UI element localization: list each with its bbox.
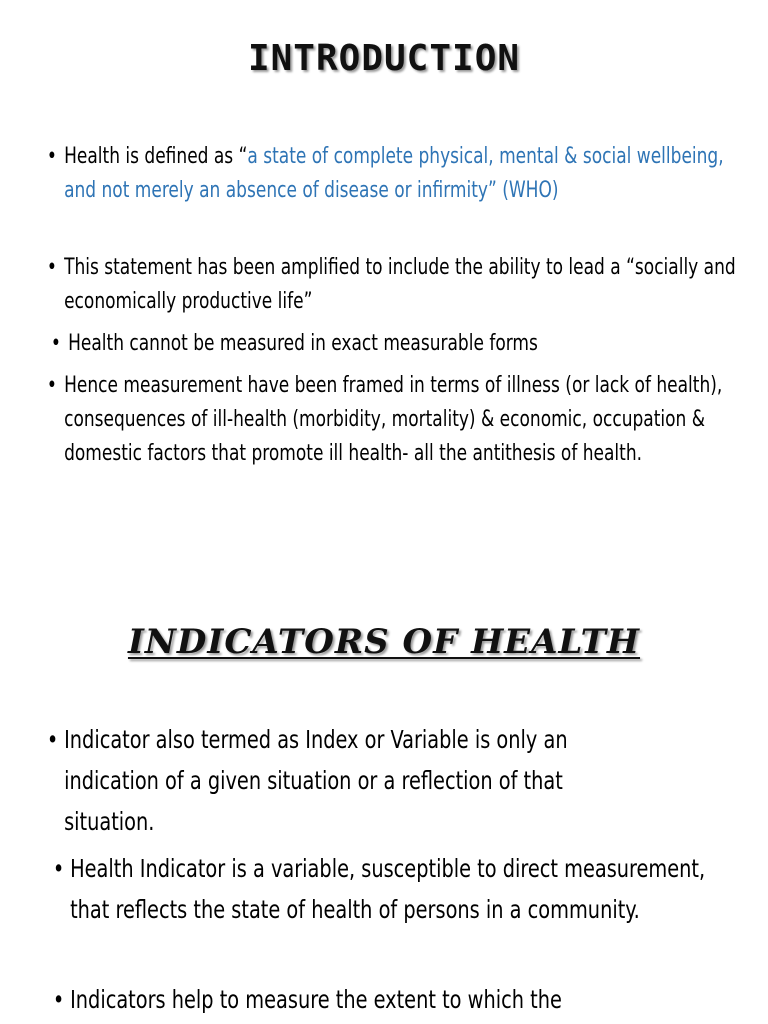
- bullet-cannot-be-measured: [44, 327, 756, 361]
- bullet-health-indicator-variable: [46, 848, 749, 930]
- bullet-dot: •: [52, 985, 65, 1014]
- bullet-indicators-help: [46, 979, 758, 1020]
- bullet-text: Hence measurement have been framed in terms of illness (or lack of health), consequences of ill-health (morbidity, mortality) & economic, occupation & domestic factors that promote ill health- all the antithesis of health.: [64, 373, 723, 466]
- bullet-dot: •: [50, 331, 61, 356]
- bullet-text: Indicators help to measure the extent to which the: [70, 985, 562, 1014]
- bullet-text: Health is defined as “: [64, 144, 248, 169]
- bullet-dot: •: [46, 144, 57, 169]
- bullet-dot: •: [46, 373, 57, 398]
- who-definition-highlight: a state of complete physical, mental & social wellbeing, and not merely an absence of disease or infirmity” (WHO): [64, 144, 724, 203]
- indicators-of-health-title: INDICATORS OF HEALTH: [127, 622, 641, 662]
- bullet-measurement-framed: [40, 369, 765, 471]
- bullet-dot: •: [46, 725, 59, 754]
- bullet-dot: •: [52, 854, 65, 883]
- bullet-indicator-definition: [40, 719, 657, 842]
- bullet-text: This statement has been amplified to include the ability to lead a “socially and economically productive life”: [64, 255, 736, 314]
- bullet-text: Health cannot be measured in exact measurable forms: [68, 331, 538, 356]
- bullet-health-definition: [40, 140, 743, 208]
- bullet-text: Indicator also termed as Index or Variable is only an indication of a given situation or a reflection of that situation.: [64, 725, 568, 836]
- bullet-text: Health Indicator is a variable, susceptible to direct measurement, that reflects the state of health of persons in a community.: [70, 854, 706, 924]
- introduction-title: INTRODUCTION: [247, 38, 521, 79]
- bullet-amplified-statement: [40, 251, 752, 319]
- bullet-dot: •: [46, 255, 57, 280]
